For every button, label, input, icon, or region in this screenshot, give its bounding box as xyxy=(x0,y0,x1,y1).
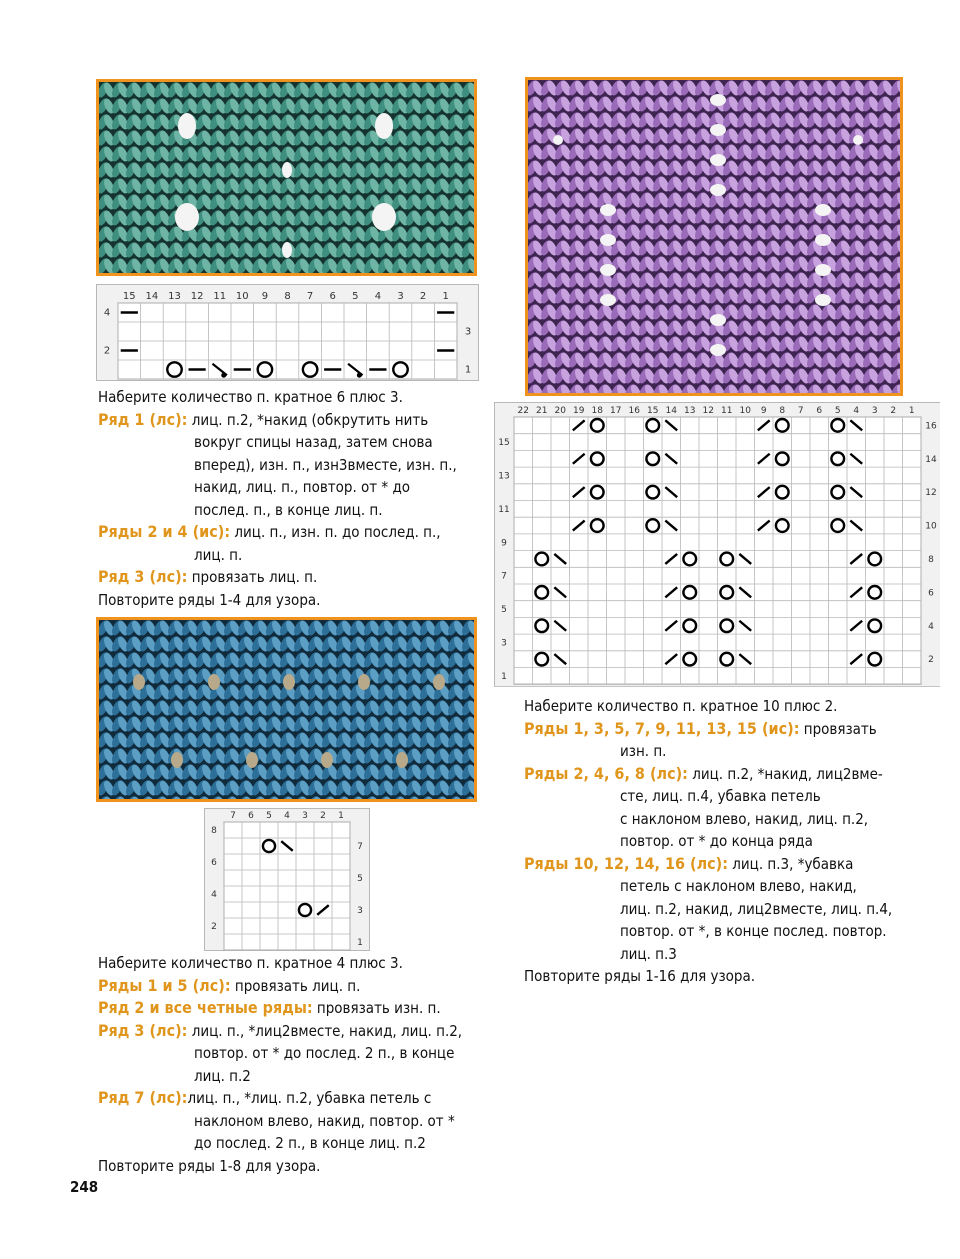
row-number: 12 xyxy=(925,488,937,499)
column-number: 12 xyxy=(190,291,204,302)
eyelet-hole xyxy=(358,674,370,690)
column-number: 2 xyxy=(320,811,326,821)
page-number: 248 xyxy=(70,1178,99,1196)
row-number: 10 xyxy=(925,521,937,532)
column-number: 4 xyxy=(284,811,290,821)
row-1-5-instruction: Ряды 1 и 5 (лс): провязать лиц. п. xyxy=(98,975,361,995)
column-number: 10 xyxy=(235,291,249,302)
column-number: 6 xyxy=(329,291,336,302)
chart-pattern-3 xyxy=(204,808,370,951)
column-number: 8 xyxy=(284,291,291,302)
row-number: 8 xyxy=(928,554,934,565)
column-number: 13 xyxy=(168,291,181,302)
chart-pattern-2 xyxy=(494,402,940,687)
row-number: 2 xyxy=(103,345,111,357)
eyelet-hole xyxy=(815,204,831,216)
column-number: 21 xyxy=(536,406,548,416)
row-number: 7 xyxy=(357,842,363,852)
row-number: 2 xyxy=(211,922,217,932)
column-number: 1 xyxy=(442,291,449,302)
eyelet-hole xyxy=(815,234,831,246)
row-number: 1 xyxy=(464,364,472,376)
eyelet-hole xyxy=(710,314,726,326)
column-number: 7 xyxy=(306,291,314,302)
column-number: 4 xyxy=(374,291,382,302)
chart-pattern-1 xyxy=(96,284,479,381)
column-number: 16 xyxy=(628,406,640,416)
eyelet-hole xyxy=(710,154,726,166)
eyelet-hole xyxy=(815,294,831,306)
column-number: 7 xyxy=(797,406,804,416)
repeat-text: Повторите ряды 1-16 для узора. xyxy=(524,967,756,985)
row-label: Ряд 1 (лс): xyxy=(98,409,188,429)
row-number: 4 xyxy=(211,890,217,900)
row-label: Ряды 1, 3, 5, 7, 9, 11, 13, 15 (ис): xyxy=(524,718,800,738)
repeat-text: Повторите ряды 1-4 для узора. xyxy=(98,590,321,609)
eyelet-hole xyxy=(282,242,292,258)
column-number: 6 xyxy=(248,811,254,821)
row-number: 4 xyxy=(103,307,111,319)
row-odd-instruction: Ряды 1, 3, 5, 7, 9, 11, 13, 15 (ис): провязать xyxy=(524,718,877,738)
column-number: 12 xyxy=(702,406,714,416)
row-number: 14 xyxy=(925,454,937,465)
row-number: 6 xyxy=(928,588,934,599)
eyelet-hole xyxy=(282,162,292,178)
column-number: 15 xyxy=(122,291,136,302)
row-label: Ряд 3 (лс): xyxy=(98,1020,188,1040)
row-number: 4 xyxy=(928,621,934,632)
row-number: 7 xyxy=(501,571,507,582)
row-2-4-instruction: Ряды 2 и 4 (ис): лиц. п., изн. п. до послед. п., xyxy=(98,522,441,541)
eyelet-hole xyxy=(815,264,831,276)
teal-lace-photo xyxy=(96,79,477,276)
column-number: 18 xyxy=(591,406,603,416)
row-even-instruction: Ряд 2 и все четные ряды: провязать изн. п. xyxy=(98,998,441,1017)
row-number: 1 xyxy=(501,671,507,682)
column-number: 17 xyxy=(610,406,622,416)
instructions-pattern-1: Наберите количество п. кратное 6 плюс 3. Ряд 1 (лс): лиц. п.2, *накид (обкрутить нить вокруг спицы назад, затем снова вперед), изн. п., изн3вместе, изн. п., накид, лиц. п., повтор. от * до послед. п., в конце лиц. п. Ряды 2 и 4 (ис): лиц. п., изн. п. до послед. п., лиц. п. Ряд 3 (лс): провязать лиц. п. Повторите ряды 1-4 для узора. xyxy=(98,386,457,611)
eyelet-hole xyxy=(321,752,333,768)
row-number: 3 xyxy=(464,326,472,338)
column-number: 14 xyxy=(665,406,677,416)
row-number: 1 xyxy=(357,938,363,948)
eyelet-hole xyxy=(175,203,199,231)
column-number: 11 xyxy=(213,291,227,302)
row-2-8-instruction: Ряды 2, 4, 6, 8 (лс): лиц. п.2, *накид, лиц2вме- xyxy=(524,763,883,783)
column-number: 8 xyxy=(779,406,786,416)
row-number: 6 xyxy=(211,858,217,868)
eyelet-hole xyxy=(178,113,196,139)
row-3-instruction: Ряд 3 (лс): провязать лиц. п. xyxy=(98,567,318,586)
column-number: 3 xyxy=(397,291,404,302)
row-number: 16 xyxy=(925,421,937,432)
column-number: 2 xyxy=(890,406,897,416)
column-number: 3 xyxy=(871,406,878,416)
instructions-pattern-3: Наберите количество п. кратное 4 плюс 3. Ряды 1 и 5 (лс): провязать лиц. п. Ряд 2 и все четные ряды: провязать изн. п. Ряд 3 (лс): лиц. п., *лиц2вместе, накид, лиц. п.2, повтор. от * до послед. 2 п., в конце лиц. п.2 Ряд 7 (лс):лиц. п., *лиц. п.2, убавка петель с наклоном влево, накид, повтор. от * до послед. 2 п., в конце лиц. п.2 Повторите ряды 1-8 для узора. xyxy=(98,952,462,1177)
row-label: Ряд 3 (лс): xyxy=(98,567,188,586)
row-10-16-instruction: Ряды 10, 12, 14, 16 (лс): лиц. п.3, *убавка xyxy=(524,853,854,873)
eyelet-hole xyxy=(600,264,616,276)
row-1-instruction: Ряд 1 (лс): лиц. п.2, *накид (обкрутить нить xyxy=(98,409,429,429)
eyelet-hole xyxy=(710,124,726,136)
eyelet-hole xyxy=(133,674,145,690)
eyelet-hole xyxy=(283,674,295,690)
row-number: 3 xyxy=(357,906,363,916)
row-number: 2 xyxy=(928,655,934,666)
row-3-instruction: Ряд 3 (лс): лиц. п., *лиц2вместе, накид, лиц. п.2, xyxy=(98,1020,463,1040)
column-number: 9 xyxy=(261,291,269,302)
eyelet-hole xyxy=(372,203,396,231)
eyelet-hole xyxy=(553,135,563,145)
column-number: 10 xyxy=(739,406,751,416)
column-number: 11 xyxy=(721,406,733,416)
row-number: 13 xyxy=(498,471,510,482)
purple-lace-photo xyxy=(525,77,903,396)
column-number: 1 xyxy=(338,811,344,821)
row-label: Ряды 2, 4, 6, 8 (лс): xyxy=(524,763,688,783)
cast-on-text: Наберите количество п. кратное 6 плюс 3. xyxy=(98,388,403,406)
eyelet-hole xyxy=(246,752,258,768)
row-7-instruction: Ряд 7 (лс):лиц. п., *лиц. п.2, убавка петель с xyxy=(98,1088,432,1107)
row-label: Ряд 7 (лс): xyxy=(98,1088,188,1107)
column-number: 9 xyxy=(760,406,767,416)
row-label: Ряды 10, 12, 14, 16 (лс): xyxy=(524,853,728,873)
eyelet-hole xyxy=(375,113,393,139)
eyelet-hole xyxy=(208,674,220,690)
cast-on-text: Наберите количество п. кратное 10 плюс 2. xyxy=(524,697,838,715)
column-number: 19 xyxy=(573,406,585,416)
column-number: 6 xyxy=(816,406,823,416)
row-number: 15 xyxy=(498,438,510,449)
blue-lace-photo xyxy=(96,617,477,802)
eyelet-hole xyxy=(710,184,726,196)
column-number: 15 xyxy=(647,406,659,416)
column-number: 5 xyxy=(266,811,272,821)
eyelet-hole xyxy=(433,674,445,690)
column-number: 5 xyxy=(834,406,841,416)
eyelet-hole xyxy=(710,344,726,356)
row-number: 5 xyxy=(501,605,507,616)
row-label: Ряды 1 и 5 (лс): xyxy=(98,975,231,995)
repeat-text: Повторите ряды 1-8 для узора. xyxy=(98,1156,321,1175)
row-number: 3 xyxy=(501,638,507,649)
eyelet-hole xyxy=(171,752,183,768)
column-number: 1 xyxy=(908,406,915,416)
row-number: 11 xyxy=(498,504,510,515)
eyelet-hole xyxy=(396,752,408,768)
row-label: Ряды 2 и 4 (ис): xyxy=(98,522,231,541)
column-number: 14 xyxy=(145,291,159,302)
row-number: 5 xyxy=(357,874,363,884)
eyelet-hole xyxy=(600,204,616,216)
column-number: 4 xyxy=(853,406,860,416)
column-number: 7 xyxy=(230,811,236,821)
instructions-pattern-2: Наберите количество п. кратное 10 плюс 2. Ряды 1, 3, 5, 7, 9, 11, 13, 15 (ис): провязать изн. п. Ряды 2, 4, 6, 8 (лс): лиц. п.2, *накид, лиц2вме- сте, лиц. п.4, убавка петель с наклоном влево, накид, лиц. п.2, повтор. от * до конца ряда Ряды 10, 12, 14, 16 (лс): лиц. п.3, *убавка петель с наклоном влево, накид, лиц. п.2, накид, лиц2вместе, лиц. п.4, повтор. от *, в конце послед. повтор. лиц. п.3 Повторите ряды 1-16 для узора. xyxy=(524,695,892,988)
eyelet-hole xyxy=(710,94,726,106)
eyelet-hole xyxy=(600,294,616,306)
row-number: 8 xyxy=(211,826,217,836)
column-number: 2 xyxy=(419,291,427,302)
p3tog-dot xyxy=(221,373,226,378)
column-number: 13 xyxy=(684,406,696,416)
column-number: 5 xyxy=(352,291,359,302)
row-label: Ряд 2 и все четные ряды: xyxy=(98,998,313,1017)
p3tog-dot xyxy=(357,373,362,378)
eyelet-hole xyxy=(853,135,863,145)
column-number: 20 xyxy=(554,406,566,416)
cast-on-text: Наберите количество п. кратное 4 плюс 3. xyxy=(98,954,403,972)
column-number: 22 xyxy=(517,406,529,416)
eyelet-hole xyxy=(600,234,616,246)
column-number: 3 xyxy=(302,811,308,821)
row-number: 9 xyxy=(501,538,507,549)
